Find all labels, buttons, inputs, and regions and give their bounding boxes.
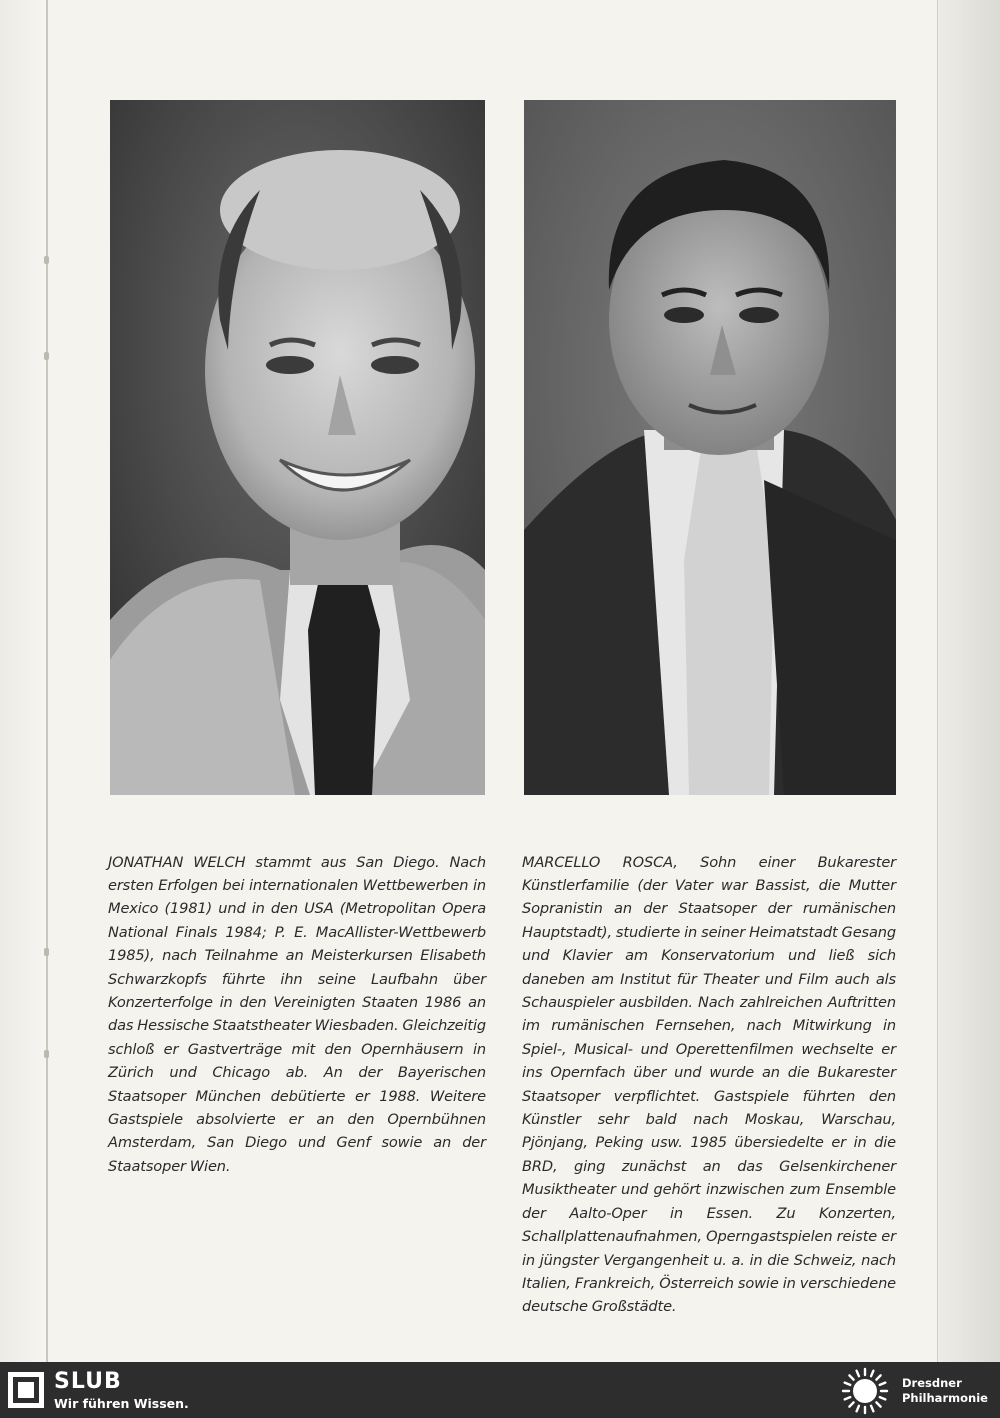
biography-text: , Sohn einer Bukarester Künstlerfamilie (der Vater war Bassist, die Mutter Sopranistin an der Staatsoper der rumänischen Hauptstadt), studierte in seiner Heimatstadt Gesang und Klavier am Konservatorium und ließ sich daneben am Institut für Theater und Film auch als Schauspieler ausbilden. Nach zahlreichen Auftritten im rumänischen Fernsehen, nach Mitwirkung in Spiel-, Musical- und Operettenfilmen wechselte er ins Opernfach über und wurde an die Bukarester Staatsoper verpflichtet. Gastspiele führten den Künstler sehr bald nach Moskau, Warschau, Pjönjang, Peking usw. 1985 übersiedelte er in die BRD, ging zunächst an das Gelsenkirchener Musiktheater und gehört inzwischen zum Ensemble der Aalto-Oper in Essen. Zu Konzerten, Schallplattenaufnahmen, Operngastspielen reiste er in jüngster Vergangenheit u. a. in die Schweiz, nach Italien, Frankreich, Österreich sowie in verschiedene deutsche Großstädte.: [522, 853, 897, 1316]
staple-hole: [44, 256, 49, 264]
staple-hole: [44, 352, 49, 360]
slub-logo-icon: [8, 1372, 44, 1408]
philharmonie-name-line2: Philharmonie: [902, 1391, 988, 1405]
slub-title: SLUB: [54, 1369, 122, 1394]
footer-bar: [0, 1362, 1000, 1418]
biography-rosca: [522, 851, 896, 1319]
portrait-photo-rosca: [524, 100, 896, 795]
previous-page-edge: [0, 0, 48, 1362]
philharmonie-name-line1: Dresdner: [902, 1376, 962, 1390]
dresdner-philharmonie-logo-icon: [840, 1366, 890, 1416]
biography-text: stammt aus San Diego. Nach ersten Erfolgen bei internationalen Wettbewerben in Mexico (1981) und in den USA (Metropolitan Opera National Finals 1984; P. E. MacAllister-Wettbewerb 1985), nach Teilnahme an Meisterkursen Elisabeth Schwarzkopfs führte ihn seine Laufbahn über Konzerterfolge in den Vereinigten Staaten 1986 an das Hessische Staatstheater Wiesbaden. Gleichzeitig schloß er Gastverträge mit den Opernhäusern in Zürich und Chicago ab. An der Bayerischen Staatsoper München debütierte er 1988. Weitere Gastspiele absolvierte er an den Opernbühnen Amsterdam, San Diego und Genf sowie an der Staatsoper Wien.: [108, 853, 486, 1175]
portrait-photo-welch: [110, 100, 485, 795]
staple-hole: [44, 948, 49, 956]
next-page-edge: [937, 0, 1000, 1362]
biography-welch: [108, 851, 486, 1179]
staple-hole: [44, 1050, 49, 1058]
artist-name: MARCELLO ROSCA: [522, 853, 674, 871]
artist-name: JONATHAN WELCH: [108, 853, 246, 871]
slub-tagline: Wir führen Wissen.: [54, 1396, 189, 1411]
